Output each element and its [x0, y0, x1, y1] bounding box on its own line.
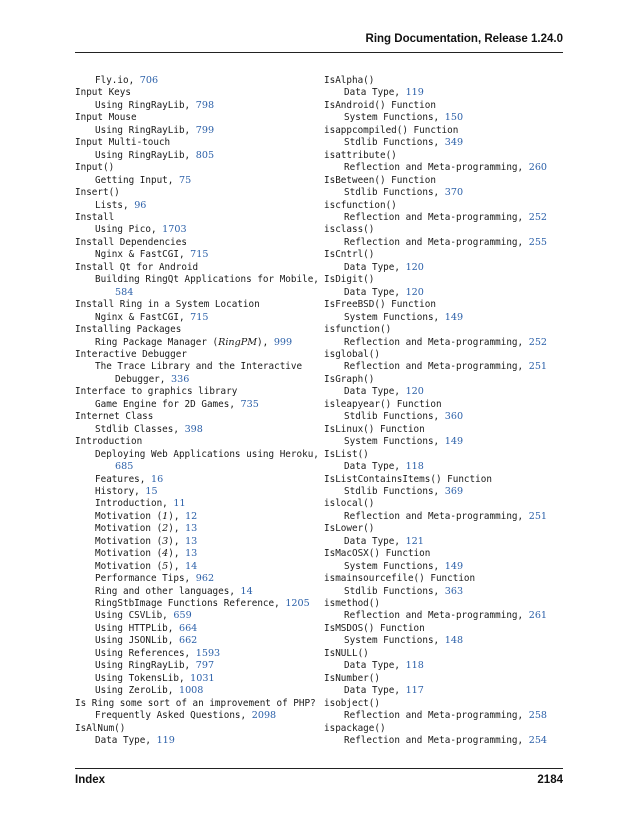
index-subentry-text: Nginx & FastCGI, [95, 249, 191, 261]
index-term [75, 299, 325, 311]
index-suffix-text: ), [168, 535, 186, 547]
page-link[interactable]: 369 [444, 485, 464, 497]
index-subentry-text: Data Type, [344, 87, 406, 99]
index-subentry-text: Performance Tips, [95, 573, 196, 585]
index-subentry-text: Reflection and Meta-programming, [344, 336, 529, 348]
index-subentry-text: Reflection and Meta-programming, [344, 162, 529, 174]
index-subentry-text: System Functions, [344, 635, 445, 647]
page-link[interactable]: 117 [405, 685, 424, 697]
page-link[interactable]: 75 [178, 174, 192, 186]
index-subentry-text: Nginx & FastCGI, [95, 311, 191, 323]
page-link[interactable]: 14 [240, 585, 253, 597]
index-subentry [75, 573, 325, 585]
index-term [75, 237, 325, 249]
page-link[interactable]: 13 [185, 523, 198, 535]
page-link[interactable]: 14 [185, 560, 198, 572]
index-subentry-text: Reflection and Meta-programming, [344, 710, 529, 722]
index-subentry [324, 112, 574, 124]
page-link[interactable]: 715 [190, 249, 209, 261]
page-link[interactable]: 398 [184, 423, 203, 435]
index-subentry [324, 187, 574, 199]
index-subentry-text: Reflection and Meta-programming, [344, 735, 529, 747]
index-subentry [324, 386, 574, 398]
page-link[interactable]: 251 [528, 510, 548, 522]
index-term-text: Input Mouse [75, 112, 137, 124]
index-subentry-text: System Functions, [344, 436, 445, 448]
index-subentry-text: Reflection and Meta-programming, [344, 211, 529, 223]
index-term [324, 648, 574, 660]
page-link[interactable]: 13 [185, 548, 198, 560]
page-link[interactable]: 685 [115, 461, 134, 473]
index-term [324, 698, 574, 710]
index-term [324, 299, 574, 311]
index-term [75, 87, 325, 99]
index-term-text: Install Dependencies [75, 236, 187, 248]
index-subentry-text: Motivation ( [95, 510, 163, 522]
index-term-text: IsAlNum() [75, 722, 126, 734]
index-suffix-text: ), [168, 548, 186, 560]
index-subentry [324, 660, 574, 672]
index-subentry [324, 87, 574, 99]
index-subentry [324, 735, 574, 747]
page-link[interactable]: 799 [195, 124, 215, 136]
index-term-text: iscfunction() [324, 199, 397, 211]
page-link[interactable]: 148 [444, 635, 464, 647]
page-link[interactable]: 252 [528, 336, 548, 348]
index-subentry-text: Motivation ( [95, 535, 163, 547]
index-term [75, 723, 325, 735]
index-term-text: IsMSDOS() Function [324, 622, 425, 634]
index-suffix-text: ), [168, 523, 186, 535]
index-subentry-text: Motivation ( [95, 548, 163, 560]
index-subentry-text: System Functions, [344, 311, 445, 323]
index-term-text: isappcompiled() Function [324, 124, 459, 136]
page-link[interactable]: 715 [190, 311, 209, 323]
index-subentry [324, 337, 574, 349]
index-term-text: IsLower() [324, 523, 375, 535]
index-subentry-text: Frequently Asked Questions, [95, 710, 252, 722]
page-link[interactable]: 805 [195, 149, 215, 161]
index-term-text: IsNumber() [324, 672, 380, 684]
index-subentry-text: Data Type, [344, 685, 406, 697]
index-subentry [75, 561, 325, 573]
page-link[interactable]: 1205 [285, 598, 310, 610]
index-term-text: IsList() [324, 448, 369, 460]
index-subentry [75, 175, 325, 187]
index-subentry [75, 399, 325, 411]
index-term [324, 175, 574, 187]
index-term-text: ispackage() [324, 722, 386, 734]
index-subentry-text: Using RingRayLib, [95, 124, 196, 136]
index-subentry [75, 361, 325, 386]
page-link[interactable]: 12 [185, 510, 198, 522]
index-subentry [324, 312, 574, 324]
index-subentry-text: Data Type, [344, 386, 406, 398]
index-subentry [75, 449, 325, 474]
page-link[interactable]: 706 [139, 75, 159, 86]
page-link[interactable]: 1703 [162, 224, 187, 236]
index-subentry [75, 648, 325, 660]
page-link[interactable]: 360 [444, 411, 464, 423]
index-term-text: Install [75, 211, 115, 223]
page-link[interactable]: 118 [405, 660, 424, 672]
page-link[interactable]: 120 [405, 261, 424, 273]
index-subentry [75, 200, 325, 212]
page-link[interactable]: 149 [444, 311, 464, 323]
index-term-text: isattribute() [324, 149, 397, 161]
index-subentry-text: Ring Package Manager ( [95, 336, 219, 348]
index-term-text: Install Ring in a System Location [75, 299, 260, 311]
index-subentry-text: Stdlib Classes, [95, 423, 185, 435]
index-subentry [324, 685, 574, 697]
page-link[interactable]: 363 [444, 585, 464, 597]
index-term [75, 324, 325, 336]
index-subentry-text: Features, [95, 473, 151, 485]
index-subentry-text: Data Type, [344, 660, 406, 672]
index-subentry [75, 337, 325, 349]
index-term [324, 75, 574, 87]
header-title: Ring Documentation, Release 1.24.0 [365, 33, 563, 45]
index-subentry [324, 436, 574, 448]
page-link[interactable]: 251 [528, 361, 548, 373]
page-link[interactable]: 962 [195, 573, 215, 585]
index-term [324, 224, 574, 236]
index-italic-text: 3 [162, 535, 169, 547]
index-subentry [324, 411, 574, 423]
index-term [324, 474, 574, 486]
index-term-text: IsGraph() [324, 373, 375, 385]
index-suffix-text: ), [168, 560, 186, 572]
index-term [75, 386, 325, 398]
index-suffix-text: ), [257, 336, 274, 348]
index-subentry-text: Using RingRayLib, [95, 99, 196, 111]
page-link[interactable]: 797 [195, 660, 215, 672]
index-italic-text: 1 [162, 510, 169, 522]
index-term-text: Installing Packages [75, 324, 182, 336]
index-subentry-text: Using RingRayLib, [95, 149, 196, 161]
index-subentry-text: Reflection and Meta-programming, [344, 510, 529, 522]
index-term-text: IsDigit() [324, 274, 375, 286]
index-term [75, 187, 325, 199]
index-subentry [75, 673, 325, 685]
index-subentry [75, 586, 325, 598]
index-subentry [75, 735, 325, 747]
index-subentry-text: System Functions, [344, 112, 445, 124]
index-subentry [324, 586, 574, 598]
index-subentry [75, 224, 325, 236]
index-subentry-text: Data Type, [344, 535, 406, 547]
index-term [75, 112, 325, 124]
index-term-text: IsAlpha() [324, 75, 375, 86]
index-subentry-text: The Trace Library and the Interactive Debugger, [95, 361, 303, 385]
page-link[interactable]: 120 [405, 386, 424, 398]
page-link[interactable]: 584 [115, 286, 134, 298]
index-subentry [75, 610, 325, 622]
index-italic-text: RingPM [218, 336, 258, 348]
index-term-text: Interactive Debugger [75, 348, 187, 360]
page-link[interactable]: 119 [156, 735, 175, 747]
index-term [324, 723, 574, 735]
page-link[interactable]: 96 [134, 199, 147, 211]
page-link[interactable]: 118 [405, 461, 424, 473]
index-subentry-text: Using CSVLib, [95, 610, 174, 622]
index-subentry-text: Data Type, [95, 735, 157, 747]
index-subentry-text: Motivation ( [95, 560, 163, 572]
page-link[interactable]: 16 [150, 473, 164, 485]
index-subentry-text: Getting Input, [95, 174, 179, 186]
index-term [324, 349, 574, 361]
index-subentry [324, 511, 574, 523]
page-link[interactable]: 150 [444, 112, 464, 124]
index-subentry-text: Reflection and Meta-programming, [344, 236, 529, 248]
index-subentry-text: Using ZeroLib, [95, 685, 179, 697]
index-term-text: IsCntrl() [324, 249, 375, 261]
index-term-text: IsBetween() Function [324, 174, 436, 186]
index-subentry [75, 623, 325, 635]
page-link[interactable]: 13 [185, 535, 198, 547]
index-subentry-text: Reflection and Meta-programming, [344, 610, 529, 622]
index-subentry [324, 212, 574, 224]
index-term-text: IsFreeBSD() Function [324, 299, 436, 311]
index-subentry [324, 262, 574, 274]
index-term [324, 498, 574, 510]
index-subentry [75, 75, 325, 87]
index-subentry-text: Using HTTPLib, [95, 622, 179, 634]
index-term [324, 100, 574, 112]
index-term [324, 673, 574, 685]
index-term [324, 573, 574, 585]
page-link[interactable]: 120 [405, 286, 424, 298]
index-term-text: islocal() [324, 498, 375, 510]
index-subentry-text: Using References, [95, 647, 196, 659]
index-term-text: IsNULL() [324, 647, 369, 659]
index-term-text: Interface to graphics library [75, 386, 238, 398]
index-subentry [75, 536, 325, 548]
index-subentry-text: Stdlib Functions, [344, 585, 445, 597]
index-term [75, 137, 325, 149]
index-subentry-text: Data Type, [344, 461, 406, 473]
page-link[interactable]: 2098 [251, 710, 277, 722]
page-link[interactable]: 261 [528, 610, 548, 622]
index-subentry [75, 710, 325, 722]
index-term-text: Input() [75, 162, 115, 174]
index-term-text: IsAndroid() Function [324, 99, 436, 111]
index-subentry-text: Reflection and Meta-programming, [344, 361, 529, 373]
index-term [324, 598, 574, 610]
footer-page-number: 2184 [537, 774, 563, 786]
index-subentry [75, 486, 325, 498]
index-term [324, 249, 574, 261]
index-subentry-text: Using JSONLib, [95, 635, 179, 647]
page-link[interactable]: 659 [173, 610, 192, 622]
index-subentry [75, 424, 325, 436]
index-term-text: Introduction [75, 436, 143, 448]
index-subentry [324, 536, 574, 548]
page-link[interactable]: 119 [405, 87, 424, 99]
index-term [324, 449, 574, 461]
index-term [75, 212, 325, 224]
index-term-text: Input Keys [75, 87, 131, 99]
index-term [75, 698, 325, 710]
index-subentry [75, 274, 325, 299]
index-term [75, 162, 325, 174]
index-term-text: ismainsourcefile() Function [324, 573, 476, 585]
index-suffix-text: ), [168, 510, 186, 522]
index-term [324, 125, 574, 137]
index-subentry [324, 237, 574, 249]
index-subentry-text: Ring and other languages, [95, 585, 241, 597]
index-term [75, 262, 325, 274]
page-link[interactable]: 349 [444, 137, 464, 149]
page-link[interactable]: 664 [178, 622, 198, 634]
page-link[interactable]: 254 [528, 735, 548, 747]
footer-section-label: Index [75, 774, 106, 786]
index-term [324, 374, 574, 386]
index-term-text: isobject() [324, 697, 380, 709]
page-link[interactable]: 11 [173, 498, 186, 510]
page-link[interactable]: 255 [528, 236, 548, 248]
page-link[interactable]: 662 [178, 635, 198, 647]
index-subentry [75, 312, 325, 324]
index-subentry-text: Motivation ( [95, 523, 163, 535]
page-link[interactable]: 798 [195, 99, 215, 111]
index-subentry [75, 125, 325, 137]
index-term [75, 436, 325, 448]
index-column-left [75, 75, 325, 747]
index-term [75, 349, 325, 361]
index-subentry [324, 486, 574, 498]
index-term-text: Is Ring some sort of an improvement of PHP? [75, 697, 316, 709]
index-subentry [75, 598, 325, 610]
index-subentry [324, 361, 574, 373]
page-link[interactable]: 258 [528, 710, 548, 722]
index-subentry [324, 610, 574, 622]
page-link[interactable]: 149 [444, 560, 464, 572]
index-subentry [324, 162, 574, 174]
index-subentry [75, 498, 325, 510]
index-term-text: isglobal() [324, 348, 380, 360]
page-link[interactable]: 336 [170, 373, 190, 385]
index-term [324, 274, 574, 286]
index-subentry [75, 635, 325, 647]
index-term [75, 411, 325, 423]
page-link[interactable]: 252 [528, 211, 548, 223]
index-term-text: isleapyear() Function [324, 398, 442, 410]
index-subentry-text: Fly.io, [95, 75, 140, 86]
page-link[interactable]: 735 [240, 398, 259, 410]
index-term-text: Input Multi-touch [75, 137, 171, 149]
index-subentry [75, 523, 325, 535]
page-link[interactable]: 1008 [178, 685, 204, 697]
index-subentry-text: Stdlib Functions, [344, 187, 445, 199]
index-term [324, 150, 574, 162]
index-subentry [324, 287, 574, 299]
index-term-text: Install Qt for Android [75, 261, 199, 273]
page-link[interactable]: 1031 [190, 672, 215, 684]
page-link[interactable]: 121 [405, 535, 424, 547]
index-subentry-text: Building RingQt Applications for Mobile, [95, 274, 319, 286]
index-term-text: Insert() [75, 187, 120, 199]
index-subentry [75, 150, 325, 162]
index-italic-text: 2 [162, 523, 169, 535]
index-subentry [75, 660, 325, 672]
index-subentry [324, 710, 574, 722]
index-term-text: isclass() [324, 224, 375, 236]
index-subentry-text: RingStbImage Functions Reference, [95, 598, 286, 610]
index-term-text: IsListContainsItems() Function [324, 473, 492, 485]
index-subentry-text: Stdlib Functions, [344, 411, 445, 423]
index-subentry [324, 561, 574, 573]
index-subentry-text: History, [95, 485, 146, 497]
index-term-text: IsLinux() Function [324, 423, 425, 435]
index-subentry-text: Stdlib Functions, [344, 485, 445, 497]
index-subentry [75, 100, 325, 112]
index-italic-text: 4 [162, 548, 169, 560]
index-subentry [75, 548, 325, 560]
index-subentry-text: System Functions, [344, 560, 445, 572]
index-subentry [324, 461, 574, 473]
index-term-text: isfunction() [324, 324, 392, 336]
page-link[interactable]: 15 [145, 485, 158, 497]
index-subentry-text: Game Engine for 2D Games, [95, 398, 241, 410]
index-column-right [324, 75, 574, 747]
page-link[interactable]: 260 [528, 162, 548, 174]
index-italic-text: 5 [162, 560, 169, 572]
index-subentry-text: Stdlib Functions, [344, 137, 445, 149]
index-term-text: ismethod() [324, 598, 380, 610]
page-link[interactable]: 999 [273, 336, 293, 348]
footer-divider [75, 768, 563, 769]
index-term-text: Internet Class [75, 411, 154, 423]
page-link[interactable]: 370 [444, 187, 464, 199]
index-subentry [75, 511, 325, 523]
index-term-text: IsMacOSX() Function [324, 548, 431, 560]
index-subentry [324, 635, 574, 647]
index-term [324, 623, 574, 635]
index-subentry-text: Data Type, [344, 261, 406, 273]
page-link[interactable]: 1593 [195, 647, 221, 659]
index-subentry-text: Deploying Web Applications using Heroku, [95, 448, 319, 460]
index-subentry-text: Introduction, [95, 498, 174, 510]
index-subentry-text: Data Type, [344, 286, 406, 298]
index-term [324, 523, 574, 535]
index-subentry-text: Lists, [95, 199, 135, 211]
index-subentry-text: Using Pico, [95, 224, 163, 236]
index-term [324, 424, 574, 436]
index-subentry-text: Using RingRayLib, [95, 660, 196, 672]
index-term [324, 399, 574, 411]
index-subentry [75, 249, 325, 261]
index-subentry [324, 137, 574, 149]
index-term [324, 324, 574, 336]
index-subentry-text: Using TokensLib, [95, 672, 191, 684]
page-link[interactable]: 149 [444, 436, 464, 448]
index-subentry [75, 474, 325, 486]
index-subentry [75, 685, 325, 697]
header-divider [75, 52, 563, 53]
index-term [324, 200, 574, 212]
index-term [324, 548, 574, 560]
